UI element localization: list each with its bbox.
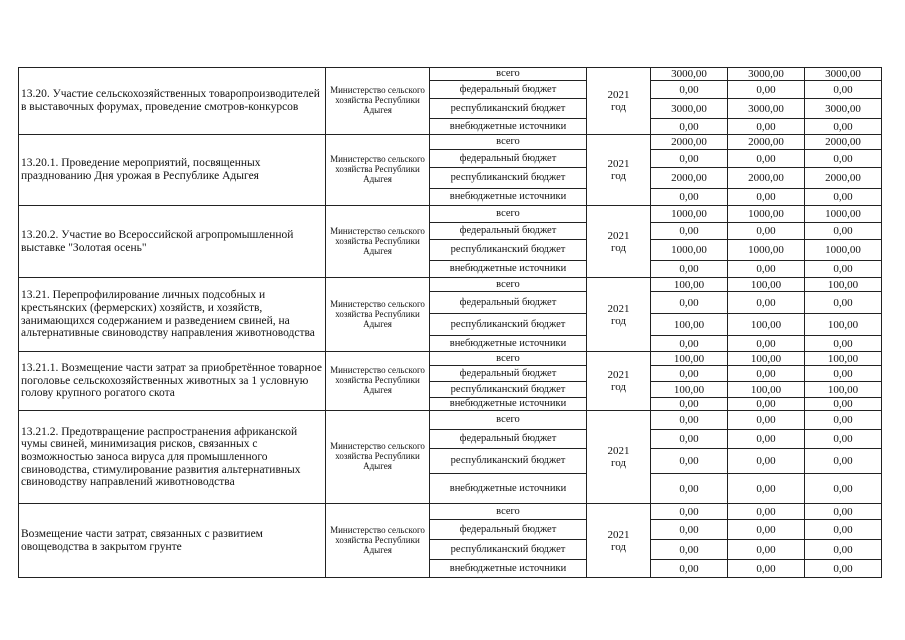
amount-cell-1: 0,00 <box>651 520 728 540</box>
amount-cell-1: 100,00 <box>651 352 728 366</box>
table-body <box>19 68 882 578</box>
year-cell <box>587 352 651 411</box>
measure-name: 13.21. Перепрофилирование личных подсобных и крестьянских (фермерских) хозяйств, и хозяйств, занимающихся содержанием и разведением свиней, на альтернативные свиноводству направления животноводства <box>19 278 326 352</box>
table-row <box>19 68 882 81</box>
funding-source: всего <box>430 206 587 223</box>
amount-cell-2: 0,00 <box>728 223 805 240</box>
executor: Министерство сельского хозяйства Республики Адыгея <box>326 68 430 135</box>
amount-cell-2: 0,00 <box>728 261 805 278</box>
amount-cell-3: 2000,00 <box>805 168 882 189</box>
table-row <box>19 504 882 520</box>
amount-cell-3: 1000,00 <box>805 240 882 261</box>
year-value: 2021 <box>607 369 630 382</box>
amount-cell-3: 0,00 <box>805 336 882 352</box>
amount-cell-1: 2000,00 <box>651 168 728 189</box>
amount-cell-3: 100,00 <box>805 382 882 398</box>
amount-cell-1: 0,00 <box>651 150 728 168</box>
year-suffix: год <box>610 381 627 394</box>
funding-source: всего <box>430 411 587 430</box>
funding-source: внебюджетные источники <box>430 189 587 206</box>
amount-cell-2: 0,00 <box>728 366 805 382</box>
amount-cell-3: 0,00 <box>805 81 882 99</box>
measure-name: 13.21.2. Предотвращение распространения африканской чумы свиней, минимизация рисков, связанных с возможностью заноса вируса для промышленного свиноводства, стимулирование развития альтернативных свиноводству направлений животноводства <box>19 411 326 504</box>
amount-cell-2: 2000,00 <box>728 135 805 150</box>
amount-cell-2: 0,00 <box>728 449 805 474</box>
year-cell <box>587 411 651 504</box>
amount-cell-1: 1000,00 <box>651 206 728 223</box>
amount-cell-1: 0,00 <box>651 119 728 135</box>
amount-cell-2: 1000,00 <box>728 206 805 223</box>
funding-source: внебюджетные источники <box>430 398 587 411</box>
amount-cell-2: 0,00 <box>728 504 805 520</box>
amount-cell-3: 0,00 <box>805 398 882 411</box>
amount-cell-2: 0,00 <box>728 119 805 135</box>
amount-cell-3: 0,00 <box>805 223 882 240</box>
amount-cell-2: 2000,00 <box>728 168 805 189</box>
amount-cell-1: 2000,00 <box>651 135 728 150</box>
funding-source: республиканский бюджет <box>430 449 587 474</box>
funding-source: республиканский бюджет <box>430 240 587 261</box>
funding-source: республиканский бюджет <box>430 540 587 560</box>
amount-cell-2: 0,00 <box>728 540 805 560</box>
year-suffix: год <box>610 314 627 327</box>
amount-cell-1: 0,00 <box>651 261 728 278</box>
funding-source: внебюджетные источники <box>430 261 587 278</box>
amount-cell-1: 1000,00 <box>651 240 728 261</box>
amount-cell-3: 0,00 <box>805 411 882 430</box>
amount-cell-2: 0,00 <box>728 189 805 206</box>
year-suffix: год <box>610 170 627 183</box>
year-suffix: год <box>610 540 627 553</box>
year-cell <box>587 278 651 352</box>
amount-cell-2: 0,00 <box>728 411 805 430</box>
amount-cell-3: 1000,00 <box>805 206 882 223</box>
amount-cell-3: 100,00 <box>805 352 882 366</box>
funding-source: всего <box>430 135 587 150</box>
amount-cell-1: 0,00 <box>651 292 728 314</box>
amount-cell-2: 0,00 <box>728 336 805 352</box>
amount-cell-3: 0,00 <box>805 189 882 206</box>
amount-cell-1: 0,00 <box>651 189 728 206</box>
amount-cell-3: 3000,00 <box>805 99 882 119</box>
executor: Министерство сельского хозяйства Республики Адыгея <box>326 206 430 278</box>
year-value: 2021 <box>607 528 630 541</box>
executor: Министерство сельского хозяйства Республики Адыгея <box>326 504 430 578</box>
amount-cell-2: 0,00 <box>728 81 805 99</box>
funding-source: федеральный бюджет <box>430 150 587 168</box>
amount-cell-1: 0,00 <box>651 366 728 382</box>
amount-cell-2: 3000,00 <box>728 99 805 119</box>
executor: Министерство сельского хозяйства Республики Адыгея <box>326 411 430 504</box>
executor: Министерство сельского хозяйства Республики Адыгея <box>326 278 430 352</box>
year-cell <box>587 135 651 206</box>
amount-cell-1: 0,00 <box>651 398 728 411</box>
amount-cell-1: 100,00 <box>651 278 728 292</box>
funding-source: всего <box>430 278 587 292</box>
amount-cell-2: 0,00 <box>728 520 805 540</box>
year-cell <box>587 504 651 578</box>
amount-cell-2: 100,00 <box>728 382 805 398</box>
amount-cell-2: 0,00 <box>728 292 805 314</box>
measure-name: 13.20.2. Участие во Всероссийской агропромышленной выставке "Золотая осень" <box>19 206 326 278</box>
amount-cell-1: 0,00 <box>651 474 728 504</box>
year-suffix: год <box>610 241 627 254</box>
table-row <box>19 278 882 292</box>
amount-cell-2: 0,00 <box>728 430 805 449</box>
funding-source: всего <box>430 504 587 520</box>
table-row <box>19 206 882 223</box>
amount-cell-1: 0,00 <box>651 336 728 352</box>
funding-source: республиканский бюджет <box>430 99 587 119</box>
amount-cell-3: 100,00 <box>805 278 882 292</box>
funding-source: федеральный бюджет <box>430 81 587 99</box>
amount-cell-2: 100,00 <box>728 278 805 292</box>
funding-source: республиканский бюджет <box>430 168 587 189</box>
amount-cell-1: 0,00 <box>651 504 728 520</box>
amount-cell-3: 0,00 <box>805 430 882 449</box>
funding-source: всего <box>430 352 587 366</box>
funding-source: федеральный бюджет <box>430 366 587 382</box>
funding-source: всего <box>430 68 587 81</box>
year-value: 2021 <box>607 88 630 101</box>
amount-cell-1: 0,00 <box>651 540 728 560</box>
year-suffix: год <box>610 101 627 114</box>
table-row <box>19 411 882 430</box>
measure-name: 13.20.1. Проведение мероприятий, посвященных празднованию Дня урожая в Республике Адыгея <box>19 135 326 206</box>
amount-cell-3: 0,00 <box>805 261 882 278</box>
amount-cell-2: 3000,00 <box>728 68 805 81</box>
amount-cell-3: 0,00 <box>805 119 882 135</box>
year-suffix: год <box>610 457 627 470</box>
amount-cell-3: 0,00 <box>805 540 882 560</box>
table-row <box>19 135 882 150</box>
funding-source: внебюджетные источники <box>430 474 587 504</box>
amount-cell-1: 100,00 <box>651 382 728 398</box>
amount-cell-1: 0,00 <box>651 81 728 99</box>
funding-source: федеральный бюджет <box>430 223 587 240</box>
funding-source: внебюджетные источники <box>430 119 587 135</box>
year-value: 2021 <box>607 158 630 170</box>
amount-cell-3: 0,00 <box>805 366 882 382</box>
year-value: 2021 <box>607 445 630 458</box>
measure-name: 13.21.1. Возмещение части затрат за приобретённое товарное поголовье сельскохозяйственных животных за 1 условную голову крупного рогатого скота <box>19 352 326 411</box>
amount-cell-1: 0,00 <box>651 449 728 474</box>
amount-cell-1: 0,00 <box>651 411 728 430</box>
amount-cell-3: 0,00 <box>805 520 882 540</box>
amount-cell-2: 0,00 <box>728 398 805 411</box>
funding-source: республиканский бюджет <box>430 382 587 398</box>
amount-cell-3: 3000,00 <box>805 68 882 81</box>
year-value: 2021 <box>607 302 630 315</box>
amount-cell-2: 0,00 <box>728 150 805 168</box>
amount-cell-3: 2000,00 <box>805 135 882 150</box>
measure-name: 13.20. Участие сельскохозяйственных товаропроизводителей в выставочных форумах, проведение смотров-конкурсов <box>19 68 326 135</box>
amount-cell-2: 100,00 <box>728 352 805 366</box>
executor: Министерство сельского хозяйства Республики Адыгея <box>326 352 430 411</box>
funding-source: федеральный бюджет <box>430 520 587 540</box>
amount-cell-3: 0,00 <box>805 292 882 314</box>
amount-cell-2: 1000,00 <box>728 240 805 261</box>
funding-source: внебюджетные источники <box>430 560 587 578</box>
amount-cell-3: 0,00 <box>805 150 882 168</box>
year-cell <box>587 68 651 135</box>
amount-cell-1: 0,00 <box>651 430 728 449</box>
funding-source: федеральный бюджет <box>430 430 587 449</box>
amount-cell-2: 0,00 <box>728 474 805 504</box>
amount-cell-1: 3000,00 <box>651 99 728 119</box>
amount-cell-2: 0,00 <box>728 560 805 578</box>
year-cell <box>587 206 651 278</box>
amount-cell-1: 0,00 <box>651 560 728 578</box>
executor: Министерство сельского хозяйства Республики Адыгея <box>326 135 430 206</box>
budget-table <box>18 67 882 578</box>
amount-cell-1: 100,00 <box>651 314 728 336</box>
amount-cell-3: 0,00 <box>805 504 882 520</box>
year-value: 2021 <box>607 229 630 242</box>
amount-cell-1: 0,00 <box>651 223 728 240</box>
funding-source: внебюджетные источники <box>430 336 587 352</box>
amount-cell-1: 3000,00 <box>651 68 728 81</box>
measure-name: Возмещение части затрат, связанных с развитием овощеводства в закрытом грунте <box>19 504 326 578</box>
funding-source: республиканский бюджет <box>430 314 587 336</box>
amount-cell-3: 100,00 <box>805 314 882 336</box>
funding-source: федеральный бюджет <box>430 292 587 314</box>
table-row <box>19 352 882 366</box>
amount-cell-3: 0,00 <box>805 560 882 578</box>
amount-cell-3: 0,00 <box>805 474 882 504</box>
amount-cell-3: 0,00 <box>805 449 882 474</box>
amount-cell-2: 100,00 <box>728 314 805 336</box>
